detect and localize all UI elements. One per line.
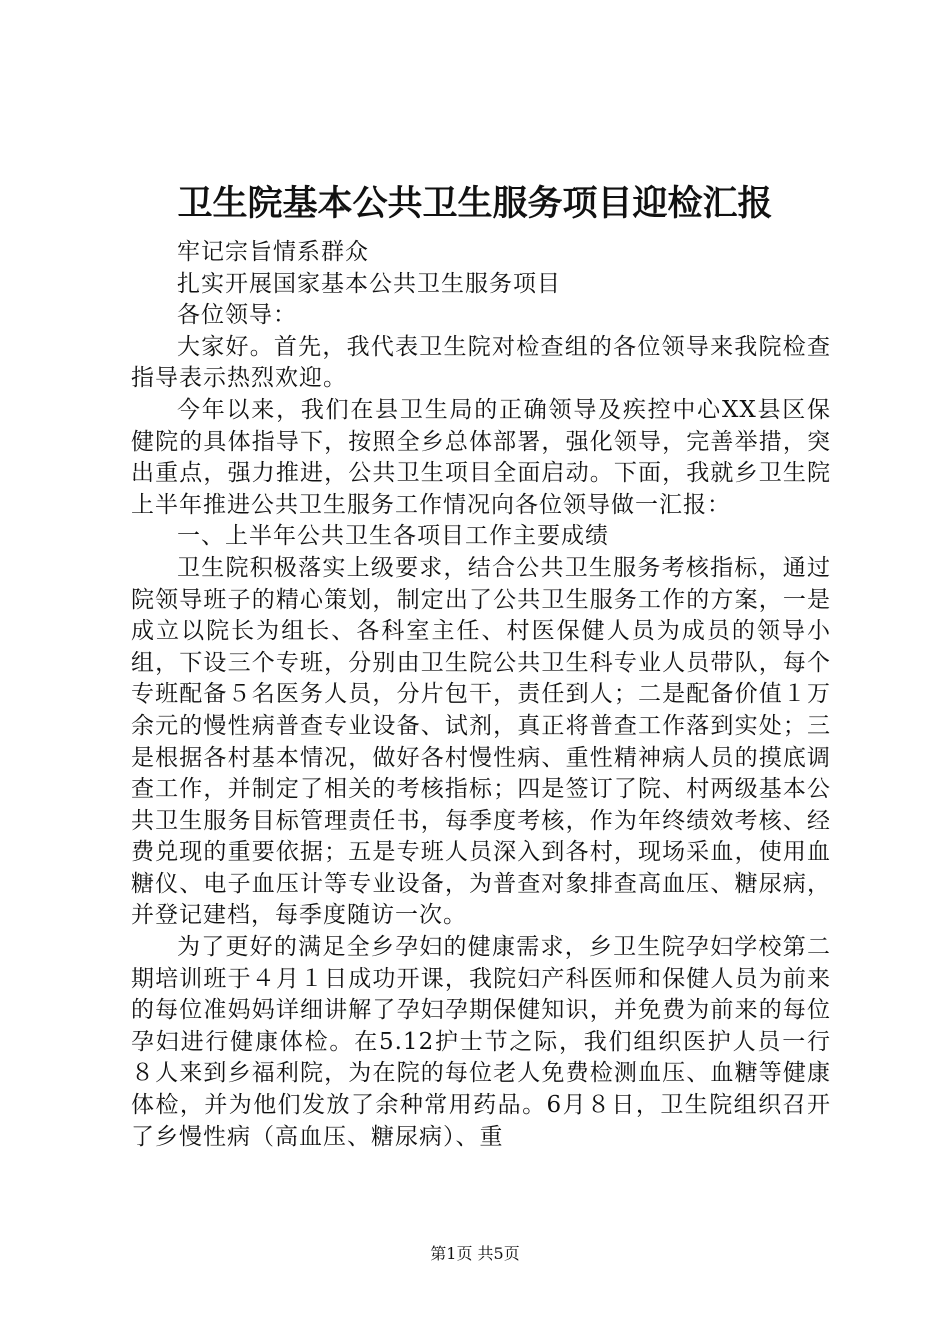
paragraph-salutation: 各位领导：: [177, 302, 297, 329]
paragraph-subtitle-2: 扎实开展国家基本公共卫生服务项目: [177, 270, 561, 297]
paragraph-subtitle-1: 牢记宗旨情系群众: [177, 239, 369, 265]
document-body: [131, 237, 831, 1153]
page-number-footer: 第1页 共5页: [430, 1244, 520, 1263]
paragraph-intro: 今年以来，我们在县卫生局的正确领导及疾控中心XX县区保健院的具体指导下，按照全乡总体部署，强化领导，完善举措，突出重点，强力推进，公共卫生项目全面启动。下面，我就乡卫生院上半年推进公共卫生服务工作情况向各位领导做一汇报：: [131, 396, 831, 518]
paragraph-achievements: 卫生院积极落实上级要求，结合公共卫生服务考核指标，通过院领导班子的精心策划，制定出了公共卫生服务工作的方案，一是成立以院长为组长、各科室主任、村医保健人员为成员的领导小组，下设三个专班，分别由卫生院公共卫生科专业人员带队，每个专班配备５名医务人员，分片包干，责任到人；二是配备价值１万余元的慢性病普查专业设备、试剂，真正将普查工作落到实处；三是根据各村基本情况，做好各村慢性病、重性精神病人员的摸底调查工作，并制定了相关的考核指标；四是签订了院、村两级基本公共卫生服务目标管理责任书，每季度考核，作为年终绩效考核、经费兑现的重要依据；五是专班人员深入到各村，现场采血，使用血糖仪、电子血压计等专业设备，为普查对象排查高血压、糖尿病，并登记建档，每季度随访一次。: [131, 554, 831, 929]
paragraph-greeting: 大家好。首先，我代表卫生院对检查组的各位领导来我院检查指导表示热烈欢迎。: [131, 333, 831, 392]
section-heading: 一、上半年公共卫生各项目工作主要成绩: [177, 523, 609, 550]
document-title: 卫生院基本公共卫生服务项目迎检汇报: [177, 184, 773, 224]
paragraph-maternal-health: 为了更好的满足全乡孕妇的健康需求，乡卫生院孕妇学校第二期培训班于４月１日成功开课，我院妇产科医师和保健人员为前来的每位准妈妈详细讲解了孕妇孕期保健知识，并免费为前来的每位孕妇进行健康体检。在5.12护士节之际，我们组织医护人员一行８人来到乡福利院，为在院的每位老人免费检测血压、血糖等健康体检，并为他们发放了余种常用药品。6月８日，卫生院组织召开了乡慢性病（高血压、糖尿病）、重: [131, 934, 831, 1150]
